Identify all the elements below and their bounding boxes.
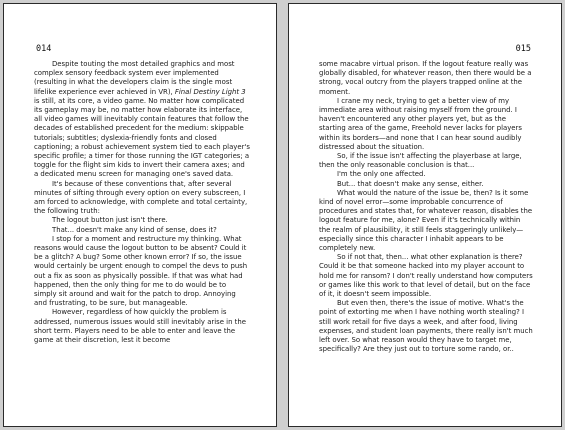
paragraph: What would the nature of the issue be, then? Is it some kind of novel error—some improbable concurrence of procedures and states that, for whatever reason, disables the logout feature for me, alone? Even if it's technically within the realm of plausibility, it still feels staggeringly unlikely—especially since this character I inhabit appears to be completely new. [319,188,533,253]
paragraph: But even then, there's the issue of motive. What's the point of extorting me when I have nothing worth stealing? I still work retail for five days a week, and after food, living expenses, and student loan payments, there really isn't much left over. So what reason would they have to target me, specifically? Are they just out to torture some rando, or.. [319,299,533,354]
page-number: 014 [36,44,52,54]
paragraph: But... that doesn't make any sense, either. [337,179,484,188]
left-page [3,3,277,427]
paragraph: So if not that, then... what other explanation is there? Could it be that someone hacked into my player account to hold me for ransom? I don't really understand how computers or games like this work to that level of detail, but on the face of it, it doesn't seem impossible. [319,253,533,299]
game-title: Final Destiny Light 3 [174,87,246,96]
paragraph: I crane my neck, trying to get a better view of my immediate area without raising myself from the ground. I haven't encountered any other players yet, but as the starting area of the game, Freehold never lacks for players within its borders—and none that I can hear sound audibly distressed about the situation. [319,96,522,151]
paragraph: So, if the issue isn't affecting the playerbase at large, then the only reasonable conclusion is that... [319,152,522,170]
paragraph: I'm the only one affected. [337,170,426,179]
paragraph: The logout button just isn't there. [52,216,168,225]
page-body [34,60,250,345]
paragraph: some macabre virtual prison. If the logout feature really was globally disabled, for whatever reason, then there would be a strong, vocal outcry from the players trapped online at the moment. [319,60,532,96]
page-body [319,60,533,355]
page-number: 015 [515,44,531,54]
paragraph: It's because of these conventions that, after several minutes of sifting through every option on every subscreen, I am forced to acknowledge, with complete and total certainty, the following truth: [34,179,248,216]
paragraph: That... doesn't make any kind of sense, does it? [52,225,217,234]
right-page [288,3,562,427]
paragraph: However, regardless of how quickly the problem is addressed, numerous issues would still inevitably arise in the short term. Players need to be able to enter and leave the game at their discretion, lest it become [34,308,246,345]
paragraph: Despite touting the most detailed graphics and most complex sensory feedback system ever implemented (resulting in what the developers claim is the single most lifelike experience ever achieved in VR), Final Destiny Light 3 is still, at its core, a video game. No matter how complicated its gameplay may be, no matter how elaborate its interface, all video games will inevitably contain features that follow the decades of established precedent for the medium: skippable tutorials; subtitles; dyslexia-friendly fonts and closed captioning; a robust achievement system tied to each player's specific profile; a timer for those running the IGT categories; a toggle for the flight sim kids to invert their camera axes; and a dedicated menu screen for managing one's saved data. [34,60,250,179]
paragraph: I stop for a moment and restructure my thinking. What reasons would cause the logout button to be absent? Could it be a glitch? A bug? Some other known error? If so, the issue would certainly be urgent enough to compel the devs to push out a fix as soon as physically possible. If that was what had happened, then the only thing for me to do would be to simply sit around and wait for the patch to drop. Annoying and frustrating, to be sure, but manageable. [34,234,248,308]
